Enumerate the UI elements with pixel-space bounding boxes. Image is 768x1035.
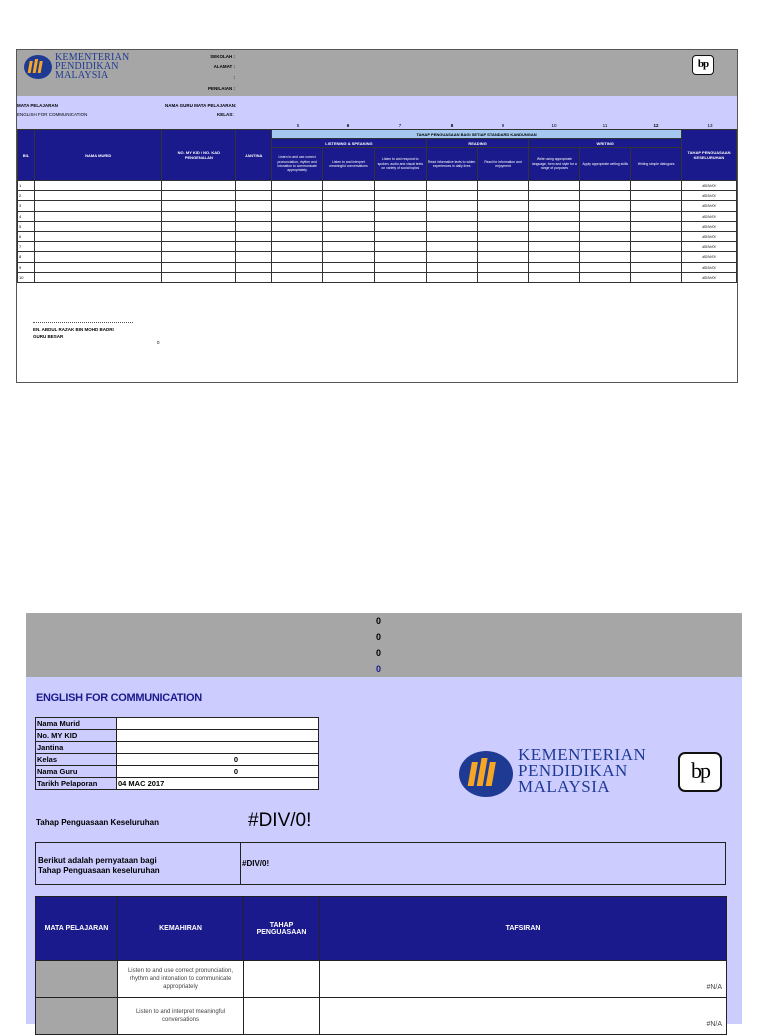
- grid-cell[interactable]: [272, 252, 323, 262]
- table-row: [18, 262, 737, 272]
- student-grid: [17, 129, 737, 283]
- grid-cell[interactable]: [162, 262, 236, 272]
- statement-label: Berikut adalah pernyataan bagi Tahap Penguasaan keseluruhan: [38, 856, 160, 875]
- row-number: 6: [18, 231, 35, 241]
- header-zero: 0: [376, 648, 382, 658]
- skill-header: Read for information and enjoyment: [477, 148, 529, 181]
- table-row: [18, 242, 737, 252]
- grid-cell[interactable]: [580, 262, 631, 272]
- column-number: 11: [602, 123, 608, 128]
- grid-cell[interactable]: [426, 242, 477, 252]
- grid-cell[interactable]: [272, 211, 323, 221]
- grid-cell[interactable]: [162, 221, 236, 231]
- skill-cell: Listen to and use correct pronunciation, rhythm and intonation to communicate appropriately: [118, 961, 244, 998]
- grid-cell[interactable]: [162, 242, 236, 252]
- row-number: 5: [18, 221, 35, 231]
- table-row: [18, 272, 737, 282]
- ministry-logo-text: KEMENTERIAN PENDIDIKAN MALAYSIA: [518, 745, 647, 796]
- header-tahap-keseluruhan: TAHAP PENGUASAAN KESELURUHAN: [682, 130, 737, 181]
- skill-header: Listen to and interpret meaningful conversations: [323, 148, 375, 181]
- grid-cell[interactable]: [34, 201, 162, 211]
- header-tahap-penguasaan: TAHAP PENGUASAAN: [244, 897, 320, 961]
- ministry-logo-text: KEMENTERIAN PENDIDIKAN MALAYSIA: [55, 52, 130, 81]
- grid-cell[interactable]: [236, 221, 272, 231]
- grid-cell[interactable]: [529, 201, 580, 211]
- grid-cell[interactable]: [162, 272, 236, 282]
- grid-cell[interactable]: [631, 242, 682, 252]
- student-rows: [18, 181, 737, 283]
- info-row: [36, 730, 319, 742]
- header-tafsiran: TAFSIRAN: [320, 897, 727, 961]
- grid-cell[interactable]: [272, 181, 323, 191]
- grid-cell[interactable]: [477, 181, 529, 191]
- info-key: Kelas: [36, 754, 117, 766]
- ministry-logo-icon: [23, 54, 53, 80]
- header-writing: WRITING: [529, 139, 682, 148]
- grid-cell[interactable]: [374, 231, 426, 241]
- grid-cell[interactable]: [631, 262, 682, 272]
- tahap-keseluruhan-cell: #DIV/0!: [682, 252, 737, 262]
- headmaster-name: EN. ABDUL RAZAK BIN MOHD BADRI: [33, 327, 114, 332]
- report-header-band: [26, 613, 742, 677]
- info-row: [36, 778, 319, 790]
- ministry-logo-icon: [458, 750, 514, 798]
- grid-cell[interactable]: [631, 221, 682, 231]
- grid-cell[interactable]: [580, 211, 631, 221]
- column-number: 12: [653, 123, 659, 128]
- table-row: [18, 221, 737, 231]
- grid-cell[interactable]: [236, 272, 272, 282]
- header-listening-speaking: LISTENING & SPEAKING: [272, 139, 427, 148]
- grid-cell[interactable]: [529, 191, 580, 201]
- tahap-keseluruhan-cell: #DIV/0!: [682, 242, 737, 252]
- grid-cell[interactable]: [580, 231, 631, 241]
- row-number: 8: [18, 252, 35, 262]
- grid-cell[interactable]: [236, 231, 272, 241]
- grid-cell[interactable]: [34, 191, 162, 201]
- grid-cell[interactable]: [477, 191, 529, 201]
- grid-cell[interactable]: [426, 191, 477, 201]
- grid-cell[interactable]: [272, 242, 323, 252]
- grid-cell[interactable]: [34, 221, 162, 231]
- info-row: [36, 766, 319, 778]
- grid-cell[interactable]: [580, 181, 631, 191]
- info-value[interactable]: 0: [117, 754, 319, 766]
- grid-cell[interactable]: [426, 201, 477, 211]
- grid-cell[interactable]: [529, 272, 580, 282]
- tahap-cell: [244, 998, 320, 1035]
- header-kemahiran: KEMAHIRAN: [118, 897, 244, 961]
- grid-cell[interactable]: [272, 272, 323, 282]
- skill-cell: Listen to and interpret meaningful conversations: [118, 998, 244, 1035]
- tahap-cell: [244, 961, 320, 998]
- tahap-keseluruhan-cell: #DIV/0!: [682, 231, 737, 241]
- grid-cell[interactable]: [323, 181, 375, 191]
- column-number: 9: [501, 123, 505, 128]
- grid-cell[interactable]: [323, 242, 375, 252]
- info-value[interactable]: [117, 730, 319, 742]
- grid-cell[interactable]: [374, 201, 426, 211]
- grid-cell[interactable]: [323, 262, 375, 272]
- grid-cell[interactable]: [323, 221, 375, 231]
- grid-cell[interactable]: [162, 211, 236, 221]
- grid-cell[interactable]: [580, 272, 631, 282]
- grid-cell[interactable]: [272, 201, 323, 211]
- grid-cell[interactable]: [631, 201, 682, 211]
- table-row: [18, 201, 737, 211]
- row-number: 9: [18, 262, 35, 272]
- grid-cell[interactable]: [631, 181, 682, 191]
- grid-cell[interactable]: [236, 181, 272, 191]
- grid-cell[interactable]: [374, 221, 426, 231]
- grid-cell[interactable]: [236, 191, 272, 201]
- info-row: [36, 754, 319, 766]
- grid-cell[interactable]: [323, 231, 375, 241]
- student-info-table: [35, 717, 319, 790]
- class-label: KELAS:: [217, 112, 234, 117]
- table-row: [18, 231, 737, 241]
- grid-cell[interactable]: [426, 272, 477, 282]
- skill-header: Apply appropriate writing skills: [580, 148, 631, 181]
- grid-cell[interactable]: [34, 231, 162, 241]
- info-row: [36, 718, 319, 730]
- grid-cell[interactable]: [323, 211, 375, 221]
- grid-cell[interactable]: [374, 272, 426, 282]
- row-number: 7: [18, 242, 35, 252]
- subject-label: MATA PELAJARAN: [17, 103, 58, 108]
- skill-header: Writing simple dialogues: [631, 148, 682, 181]
- grid-cell[interactable]: [631, 272, 682, 282]
- grid-cell[interactable]: [477, 211, 529, 221]
- teacher-label: NAMA GURU MATA PELAJARAN:: [165, 103, 237, 108]
- grid-cell[interactable]: [477, 201, 529, 211]
- grid-cell[interactable]: [374, 252, 426, 262]
- grid-cell[interactable]: [374, 262, 426, 272]
- grid-cell[interactable]: [272, 231, 323, 241]
- class-report-sheet: [16, 49, 738, 383]
- info-value[interactable]: [117, 718, 319, 730]
- statement-box: [35, 842, 726, 885]
- grid-cell[interactable]: [529, 181, 580, 191]
- header-mykid: NO. MY KID / NO. KAD PENGENALAN: [162, 130, 236, 181]
- tahap-keseluruhan-value: #DIV/0!: [248, 810, 312, 831]
- grid-cell[interactable]: [34, 242, 162, 252]
- grid-cell[interactable]: [477, 242, 529, 252]
- grid-cell[interactable]: [162, 231, 236, 241]
- row-number: 1: [18, 181, 35, 191]
- column-number: 7: [398, 123, 402, 128]
- header-mata-pelajaran: MATA PELAJARAN: [36, 897, 118, 961]
- sheet-header: [17, 50, 737, 96]
- row-number: 4: [18, 211, 35, 221]
- skills-table: [35, 896, 727, 1035]
- grid-cell[interactable]: [580, 242, 631, 252]
- grid-cell[interactable]: [374, 242, 426, 252]
- grid-cell[interactable]: [162, 201, 236, 211]
- grid-cell[interactable]: [426, 231, 477, 241]
- grid-cell[interactable]: [580, 201, 631, 211]
- grid-cell[interactable]: [477, 252, 529, 262]
- info-key: Nama Murid: [36, 718, 117, 730]
- column-number: 6: [346, 123, 350, 128]
- header-zero: 0: [376, 632, 382, 642]
- skill-header: Listen to and use correct pronunciation, rhythm and intonation to communicate appropriately: [272, 148, 323, 181]
- header-bil: BIL: [18, 130, 35, 181]
- bp-logo-icon: bp: [692, 55, 714, 75]
- grid-cell[interactable]: [236, 262, 272, 272]
- student-report-sheet: [26, 613, 742, 1028]
- info-value[interactable]: 0: [117, 766, 319, 778]
- tahap-keseluruhan-cell: #DIV/0!: [682, 181, 737, 191]
- table-row: [18, 181, 737, 191]
- grid-cell[interactable]: [34, 211, 162, 221]
- grid-cell[interactable]: [529, 231, 580, 241]
- grid-cell[interactable]: [631, 191, 682, 201]
- table-row: [18, 191, 737, 201]
- info-row: [36, 742, 319, 754]
- grid-cell[interactable]: [34, 181, 162, 191]
- tahap-keseluruhan-cell: #DIV/0!: [682, 201, 737, 211]
- tahap-keseluruhan-cell: #DIV/0!: [682, 272, 737, 282]
- table-row: [18, 211, 737, 221]
- subject-cell: [36, 961, 118, 998]
- grid-cell[interactable]: [162, 191, 236, 201]
- tahap-keseluruhan-cell: #DIV/0!: [682, 211, 737, 221]
- header-reading: READING: [426, 139, 529, 148]
- bp-logo-icon: bp: [678, 752, 722, 792]
- header-zero: 0: [376, 616, 382, 626]
- info-key: Nama Guru: [36, 766, 117, 778]
- grid-cell[interactable]: [426, 221, 477, 231]
- grid-cell[interactable]: [272, 262, 323, 272]
- report-title: ENGLISH FOR COMMUNICATION: [36, 692, 202, 704]
- signature-zero: 0: [157, 340, 160, 345]
- row-number: 10: [18, 272, 35, 282]
- grid-cell[interactable]: [580, 221, 631, 231]
- column-number: 5: [296, 123, 300, 128]
- skill-header: Read informative texts to widen experiences in daily lives: [426, 148, 477, 181]
- grid-cell[interactable]: [426, 262, 477, 272]
- grid-cell[interactable]: [477, 231, 529, 241]
- column-number: 8: [450, 123, 454, 128]
- grid-cell[interactable]: [374, 211, 426, 221]
- tahap-keseluruhan-cell: #DIV/0!: [682, 262, 737, 272]
- penilaian-label: PENILAIAN :: [208, 86, 235, 91]
- skill-header: Write using appropriate language, form and style for a range of purposes: [529, 148, 580, 181]
- tahap-keseluruhan-label: Tahap Penguasaan Keseluruhan: [36, 818, 159, 827]
- table-row: [18, 252, 737, 262]
- grid-cell[interactable]: [580, 191, 631, 201]
- grid-cell[interactable]: [272, 221, 323, 231]
- grid-cell[interactable]: [162, 252, 236, 262]
- grid-cell[interactable]: [477, 272, 529, 282]
- grid-cell[interactable]: [529, 221, 580, 231]
- subject-cell: [36, 998, 118, 1035]
- grid-cell[interactable]: [323, 252, 375, 262]
- grid-cell[interactable]: [236, 252, 272, 262]
- grid-cell[interactable]: [631, 231, 682, 241]
- info-key: Tarikh Pelaporan: [36, 778, 117, 790]
- grid-cell[interactable]: [162, 181, 236, 191]
- grid-cell[interactable]: [323, 201, 375, 211]
- grid-cell[interactable]: [323, 191, 375, 201]
- info-value[interactable]: [117, 742, 319, 754]
- grid-cell[interactable]: [477, 262, 529, 272]
- grid-cell[interactable]: [272, 191, 323, 201]
- sekolah-label: SEKOLAH :: [210, 54, 235, 59]
- alamat-line-label: :: [233, 75, 235, 80]
- signature-line: [33, 322, 133, 323]
- grid-cell[interactable]: [529, 242, 580, 252]
- header-jantina: JANTINA: [236, 130, 272, 181]
- grid-cell[interactable]: [236, 201, 272, 211]
- statement-value: #DIV/0!: [242, 859, 270, 868]
- alamat-label: ALAMAT :: [213, 64, 235, 69]
- grid-cell[interactable]: [529, 262, 580, 272]
- skill-header: Listen to and respond to spoken, audio and visual texts on variety of social topics: [374, 148, 426, 181]
- row-number: 2: [18, 191, 35, 201]
- grid-cell[interactable]: [34, 262, 162, 272]
- tafsiran-cell: #N/A: [320, 998, 727, 1035]
- statement-divider: [240, 843, 241, 884]
- info-key: Jantina: [36, 742, 117, 754]
- grid-cell[interactable]: [374, 181, 426, 191]
- grid-cell[interactable]: [426, 181, 477, 191]
- header-zero: 0: [376, 664, 382, 674]
- grid-cell[interactable]: [631, 211, 682, 221]
- header-tahap-standard: TAHAP PENGUASAAN BAGI SETIAP STANDARD KANDUNGAN: [272, 130, 682, 139]
- grid-cell[interactable]: [34, 272, 162, 282]
- header-nama-murid: NAMA MURID: [34, 130, 162, 181]
- grid-cell[interactable]: [477, 221, 529, 231]
- grid-cell[interactable]: [374, 191, 426, 201]
- column-number: 10: [551, 123, 557, 128]
- grid-cell[interactable]: [529, 211, 580, 221]
- grid-cell[interactable]: [580, 252, 631, 262]
- headmaster-role: GURU BESAR: [33, 334, 64, 339]
- grid-cell[interactable]: [631, 252, 682, 262]
- grid-cell[interactable]: [529, 252, 580, 262]
- tahap-keseluruhan-cell: #DIV/0!: [682, 191, 737, 201]
- info-value[interactable]: 04 MAC 2017: [117, 778, 319, 790]
- grid-cell[interactable]: [34, 252, 162, 262]
- subject-value: ENGLISH FOR COMMUNICATION: [17, 112, 88, 117]
- tafsiran-cell: #N/A: [320, 961, 727, 998]
- grid-cell[interactable]: [236, 211, 272, 221]
- grid-cell[interactable]: [426, 252, 477, 262]
- grid-cell[interactable]: [426, 211, 477, 221]
- tahap-keseluruhan-cell: #DIV/0!: [682, 221, 737, 231]
- column-number: 13: [707, 123, 713, 128]
- grid-cell[interactable]: [236, 242, 272, 252]
- grid-cell[interactable]: [323, 272, 375, 282]
- row-number: 3: [18, 201, 35, 211]
- info-key: No. MY KID: [36, 730, 117, 742]
